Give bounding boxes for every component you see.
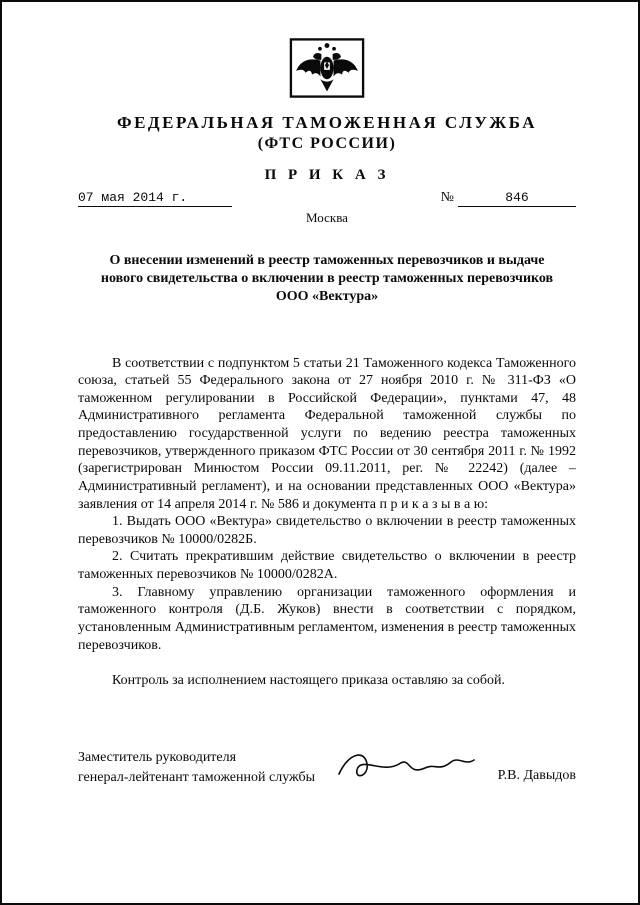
signature-area <box>331 744 481 788</box>
signer-position-line1: Заместитель руководителя <box>78 749 237 765</box>
signer-position <box>78 748 315 789</box>
city-label: Москва <box>306 210 348 225</box>
document-type-heading: П Р И К А З <box>264 167 390 183</box>
document-title: О внесении изменений в реестр таможенных перевозчиков и выдаче нового свидетельства о включении в реестр таможенных перевозчиков ООО «Вектура» <box>100 253 554 305</box>
signer-position-line2: генерал-лейтенант таможенной службы <box>78 770 316 786</box>
coat-of-arms-icon <box>289 38 365 98</box>
order-item-2: 2. Считать прекратившим действие свидетельство о включении в реестр таможенных перевозчиков № 10000/0282А. <box>78 549 576 583</box>
signer-name: Р.В. Давыдов <box>497 767 576 783</box>
date-number-row <box>78 190 576 207</box>
signature-block <box>78 748 576 789</box>
org-abbreviation: (ФТС РОССИИ) <box>257 135 397 152</box>
order-item-3: 3. Главному управлению организации таможенного оформления и таможенного контроля (Д.Б. Жуков) внести в соответствии с порядком, установленным Административным регламентом, изменения в реестр таможенных перевозчиков. <box>78 584 576 653</box>
document-number: 846 <box>458 190 576 207</box>
document-date: 07 мая 2014 г. <box>78 190 232 207</box>
document-body <box>78 355 576 690</box>
org-name: ФЕДЕРАЛЬНАЯ ТАМОЖЕННАЯ СЛУЖБА <box>116 113 537 132</box>
order-item-1: 1. Выдать ООО «Вектура» свидетельство о включении в реестр таможенных перевозчиков № 10000/0282Б. <box>78 514 576 547</box>
number-sign-label: № <box>440 190 454 205</box>
signature-icon <box>331 744 481 788</box>
emblem-container <box>78 38 576 103</box>
intro-paragraph: В соответствии с подпунктом 5 статьи 21 Таможенного кодекса Таможенного союза, статьей 55 Федерального закона от 27 ноября 2010 г. № 311-ФЗ «О таможенном регулировании в Российской Федерации», пунктами 47, 48 Административного регламента Федеральной таможенной службы по предоставлению государственной услуги по ведению реестра таможенных перевозчиков, утвержденного приказом ФТС России от 30 сентября 2011 г. № 1992 (зарегистрирован Минюстом России 09.11.2011, рег. № 22242) (далее – Административный регламент), и на основании представленных ООО «Вектура» заявления от 14 апреля 2014 г. № 586 и документа п р и к а з ы в а ю: <box>78 355 576 512</box>
control-paragraph: Контроль за исполнением настоящего приказа оставляю за собой. <box>112 673 506 689</box>
